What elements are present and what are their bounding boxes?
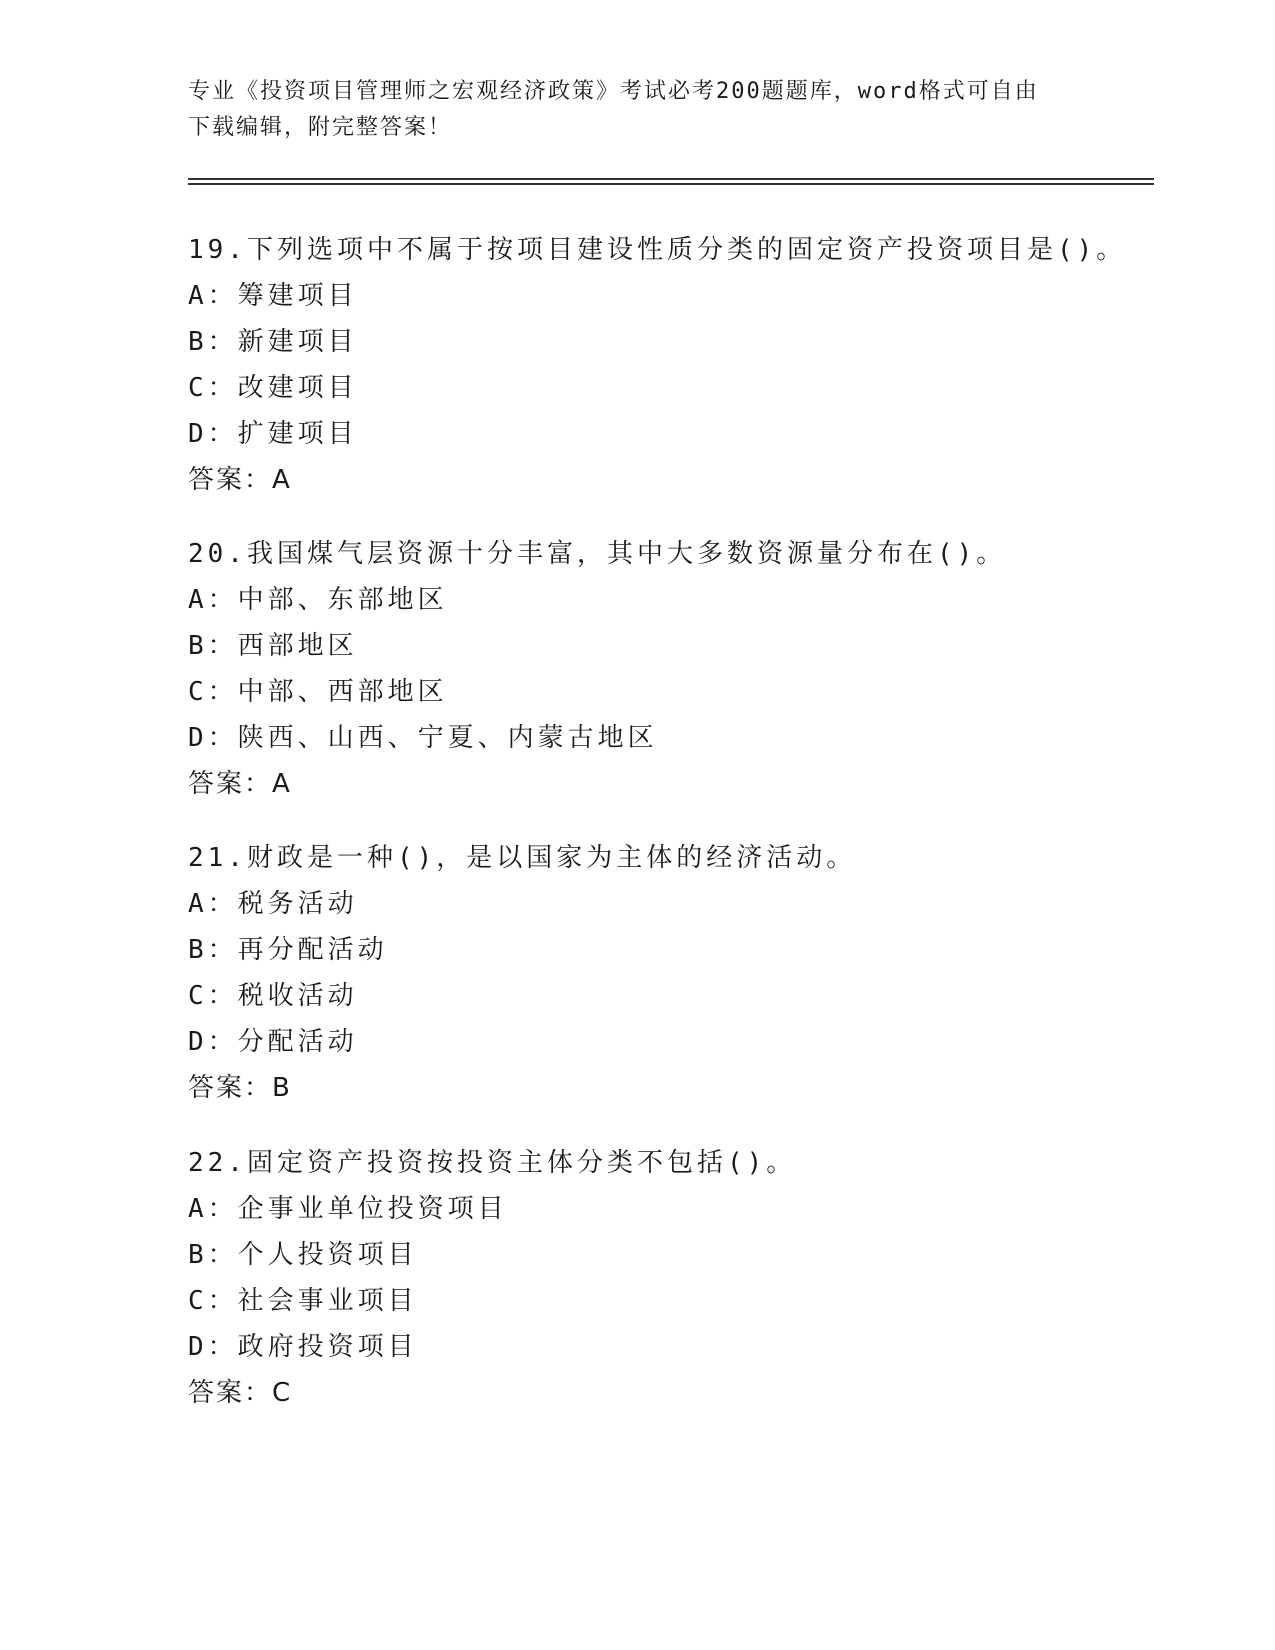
- option-b: B：新建项目: [188, 327, 358, 357]
- answer: 答案：A: [188, 769, 292, 799]
- document-header: [188, 74, 1088, 146]
- header-line-2: 下载编辑，附完整答案！: [188, 115, 453, 140]
- question-stem: 19.下列选项中不属于按项目建设性质分类的固定资产投资项目是()。: [188, 235, 1127, 265]
- question-stem: 20.我国煤气层资源十分丰富，其中大多数资源量分布在()。: [188, 539, 1007, 569]
- header-divider-top: [188, 178, 1154, 180]
- header-divider-bottom: [188, 183, 1154, 185]
- option-c: C：社会事业项目: [188, 1286, 418, 1316]
- option-b: B：西部地区: [188, 631, 358, 661]
- answer: 答案：B: [188, 1073, 292, 1103]
- option-d: D：陕西、山西、宁夏、内蒙古地区: [188, 723, 658, 753]
- option-a: A：企事业单位投资项目: [188, 1194, 508, 1224]
- option-d: D：扩建项目: [188, 419, 358, 449]
- option-b: B：再分配活动: [188, 935, 388, 965]
- question-22: [188, 1140, 1148, 1416]
- header-line-1: 专业《投资项目管理师之宏观经济政策》考试必考200题题库，word格式可自由: [188, 79, 1039, 104]
- question-21: [188, 835, 1148, 1111]
- option-a: A：中部、东部地区: [188, 585, 448, 615]
- answer: 答案：A: [188, 465, 292, 495]
- option-c: C：税收活动: [188, 981, 358, 1011]
- question-stem: 21.财政是一种()，是以国家为主体的经济活动。: [188, 843, 857, 873]
- option-d: D：政府投资项目: [188, 1332, 418, 1362]
- question-stem: 22.固定资产投资按投资主体分类不包括()。: [188, 1148, 797, 1178]
- option-a: A：税务活动: [188, 889, 358, 919]
- option-a: A：筹建项目: [188, 281, 358, 311]
- question-19: [188, 227, 1148, 503]
- option-c: C：中部、西部地区: [188, 677, 448, 707]
- option-c: C：改建项目: [188, 373, 358, 403]
- option-d: D：分配活动: [188, 1027, 358, 1057]
- option-b: B：个人投资项目: [188, 1240, 418, 1270]
- answer: 答案：C: [188, 1378, 293, 1408]
- question-20: [188, 531, 1148, 807]
